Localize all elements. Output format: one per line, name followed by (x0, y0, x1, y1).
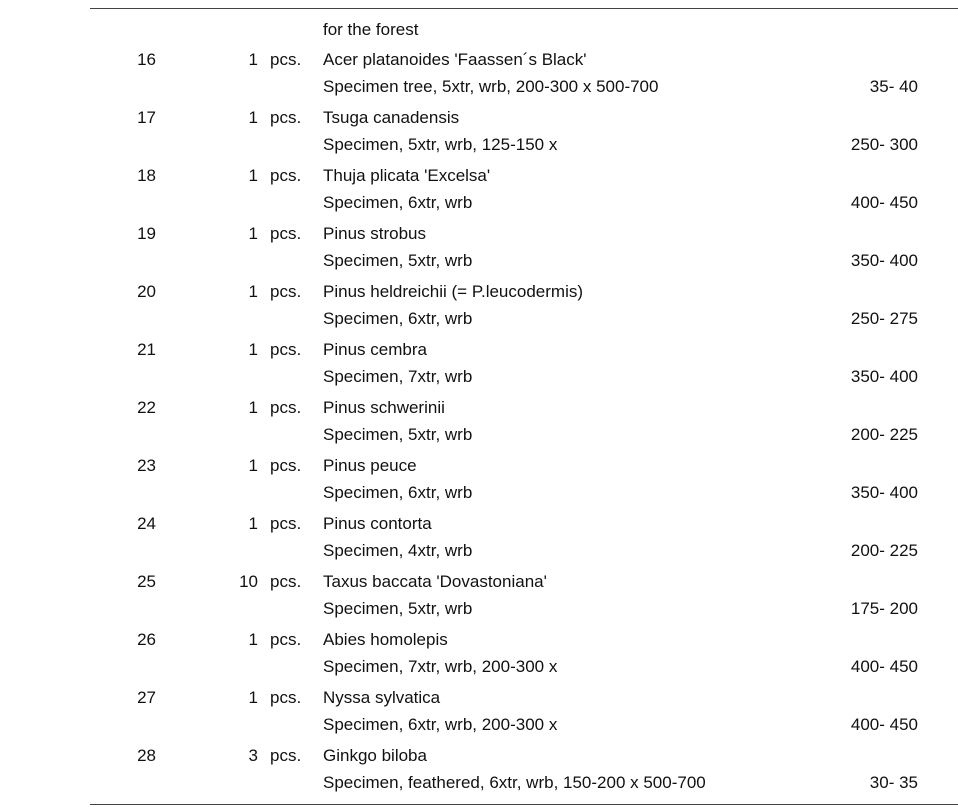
item-unit: pcs. (270, 282, 302, 301)
item-header-line (0, 454, 958, 478)
item-spec: Specimen, 5xtr, wrb (323, 425, 473, 444)
item-name: Pinus strobus (323, 224, 426, 243)
item-size: 350- 400 (850, 367, 918, 386)
bottom-rule (90, 804, 958, 805)
item-size: 200- 225 (850, 425, 918, 444)
item-number: 18 (137, 166, 156, 185)
item-quantity: 1 (248, 688, 258, 707)
item-detail-line (0, 75, 958, 99)
item-unit: pcs. (270, 340, 302, 359)
item-spec: Specimen, 7xtr, wrb (323, 367, 473, 386)
item-unit: pcs. (270, 746, 302, 765)
item-unit: pcs. (270, 456, 302, 475)
item-header-line (0, 338, 958, 362)
item-header-line (0, 628, 958, 652)
item-spec: Specimen, feathered, 6xtr, wrb, 150-200 x 500-700 (323, 773, 706, 792)
item-size: 200- 225 (850, 541, 918, 560)
item-header-line (0, 280, 958, 304)
item-detail-line (0, 481, 958, 505)
item-name: Thuja plicata 'Excelsa' (323, 166, 491, 185)
item-spec: Specimen, 6xtr, wrb, 200-300 x (323, 715, 558, 734)
item-spec: Specimen, 6xtr, wrb (323, 483, 473, 502)
continuation-text: for the forest (323, 20, 419, 39)
item-name: Ginkgo biloba (323, 746, 427, 765)
item-header-line (0, 106, 958, 130)
item-size: 250- 275 (850, 309, 918, 328)
item-spec: Specimen, 7xtr, wrb, 200-300 x (323, 657, 558, 676)
item-name: Tsuga canadensis (323, 108, 460, 127)
item-header-line (0, 686, 958, 710)
item-unit: pcs. (270, 108, 302, 127)
item-number: 28 (137, 746, 156, 765)
item-unit: pcs. (270, 572, 302, 591)
item-size: 350- 400 (850, 483, 918, 502)
item-header-line (0, 396, 958, 420)
item-name: Nyssa sylvatica (323, 688, 441, 707)
item-header-line (0, 222, 958, 246)
item-unit: pcs. (270, 224, 302, 243)
item-detail-line (0, 191, 958, 215)
item-detail-line (0, 249, 958, 273)
item-number: 25 (137, 572, 156, 591)
item-size: 250- 300 (850, 135, 918, 154)
item-detail-line (0, 655, 958, 679)
item-quantity: 1 (248, 108, 258, 127)
item-unit: pcs. (270, 688, 302, 707)
item-name: Acer platanoides 'Faassen´s Black' (323, 50, 587, 69)
item-name: Pinus schwerinii (323, 398, 445, 417)
item-number: 16 (137, 50, 156, 69)
item-quantity: 10 (239, 572, 258, 591)
item-quantity: 1 (248, 514, 258, 533)
item-number: 20 (137, 282, 156, 301)
item-size: 350- 400 (850, 251, 918, 270)
item-spec: Specimen, 6xtr, wrb (323, 309, 473, 328)
item-unit: pcs. (270, 514, 302, 533)
item-quantity: 1 (248, 224, 258, 243)
item-header-line (0, 164, 958, 188)
item-detail-line (0, 423, 958, 447)
item-header-line (0, 744, 958, 768)
item-number: 23 (137, 456, 156, 475)
item-spec: Specimen, 5xtr, wrb (323, 251, 473, 270)
item-quantity: 1 (248, 166, 258, 185)
item-quantity: 1 (248, 50, 258, 69)
item-header-line (0, 48, 958, 72)
item-size: 400- 450 (850, 657, 918, 676)
item-name: Pinus peuce (323, 456, 417, 475)
item-number: 19 (137, 224, 156, 243)
item-number: 22 (137, 398, 156, 417)
item-detail-line (0, 597, 958, 621)
item-spec: Specimen, 5xtr, wrb (323, 599, 473, 618)
item-quantity: 1 (248, 282, 258, 301)
item-name: Abies homolepis (323, 630, 448, 649)
item-detail-line (0, 365, 958, 389)
item-size: 30- 35 (869, 773, 918, 792)
item-quantity: 1 (248, 340, 258, 359)
item-header-line (0, 512, 958, 536)
item-number: 17 (137, 108, 156, 127)
item-size: 400- 450 (850, 715, 918, 734)
item-spec: Specimen, 5xtr, wrb, 125-150 x (323, 135, 558, 154)
item-detail-line (0, 539, 958, 563)
item-name: Pinus heldreichii (= P.leucodermis) (323, 282, 584, 301)
item-unit: pcs. (270, 398, 302, 417)
item-name: Pinus cembra (323, 340, 427, 359)
top-rule (90, 8, 958, 9)
item-number: 26 (137, 630, 156, 649)
item-spec: Specimen tree, 5xtr, wrb, 200-300 x 500-700 (323, 77, 659, 96)
item-quantity: 1 (248, 456, 258, 475)
item-quantity: 3 (248, 746, 258, 765)
item-detail-line (0, 713, 958, 737)
item-detail-line (0, 771, 958, 795)
item-detail-line (0, 307, 958, 331)
item-unit: pcs. (270, 166, 302, 185)
item-name: Taxus baccata 'Dovastoniana' (323, 572, 547, 591)
item-unit: pcs. (270, 630, 302, 649)
item-quantity: 1 (248, 398, 258, 417)
item-detail-line (0, 133, 958, 157)
item-number: 27 (137, 688, 156, 707)
item-name: Pinus contorta (323, 514, 432, 533)
item-size: 35- 40 (869, 77, 918, 96)
item-size: 400- 450 (850, 193, 918, 212)
item-number: 24 (137, 514, 156, 533)
item-spec: Specimen, 6xtr, wrb (323, 193, 473, 212)
continuation-line (0, 18, 958, 42)
item-quantity: 1 (248, 630, 258, 649)
item-unit: pcs. (270, 50, 302, 69)
item-header-line (0, 570, 958, 594)
item-size: 175- 200 (850, 599, 918, 618)
item-spec: Specimen, 4xtr, wrb (323, 541, 473, 560)
item-number: 21 (137, 340, 156, 359)
